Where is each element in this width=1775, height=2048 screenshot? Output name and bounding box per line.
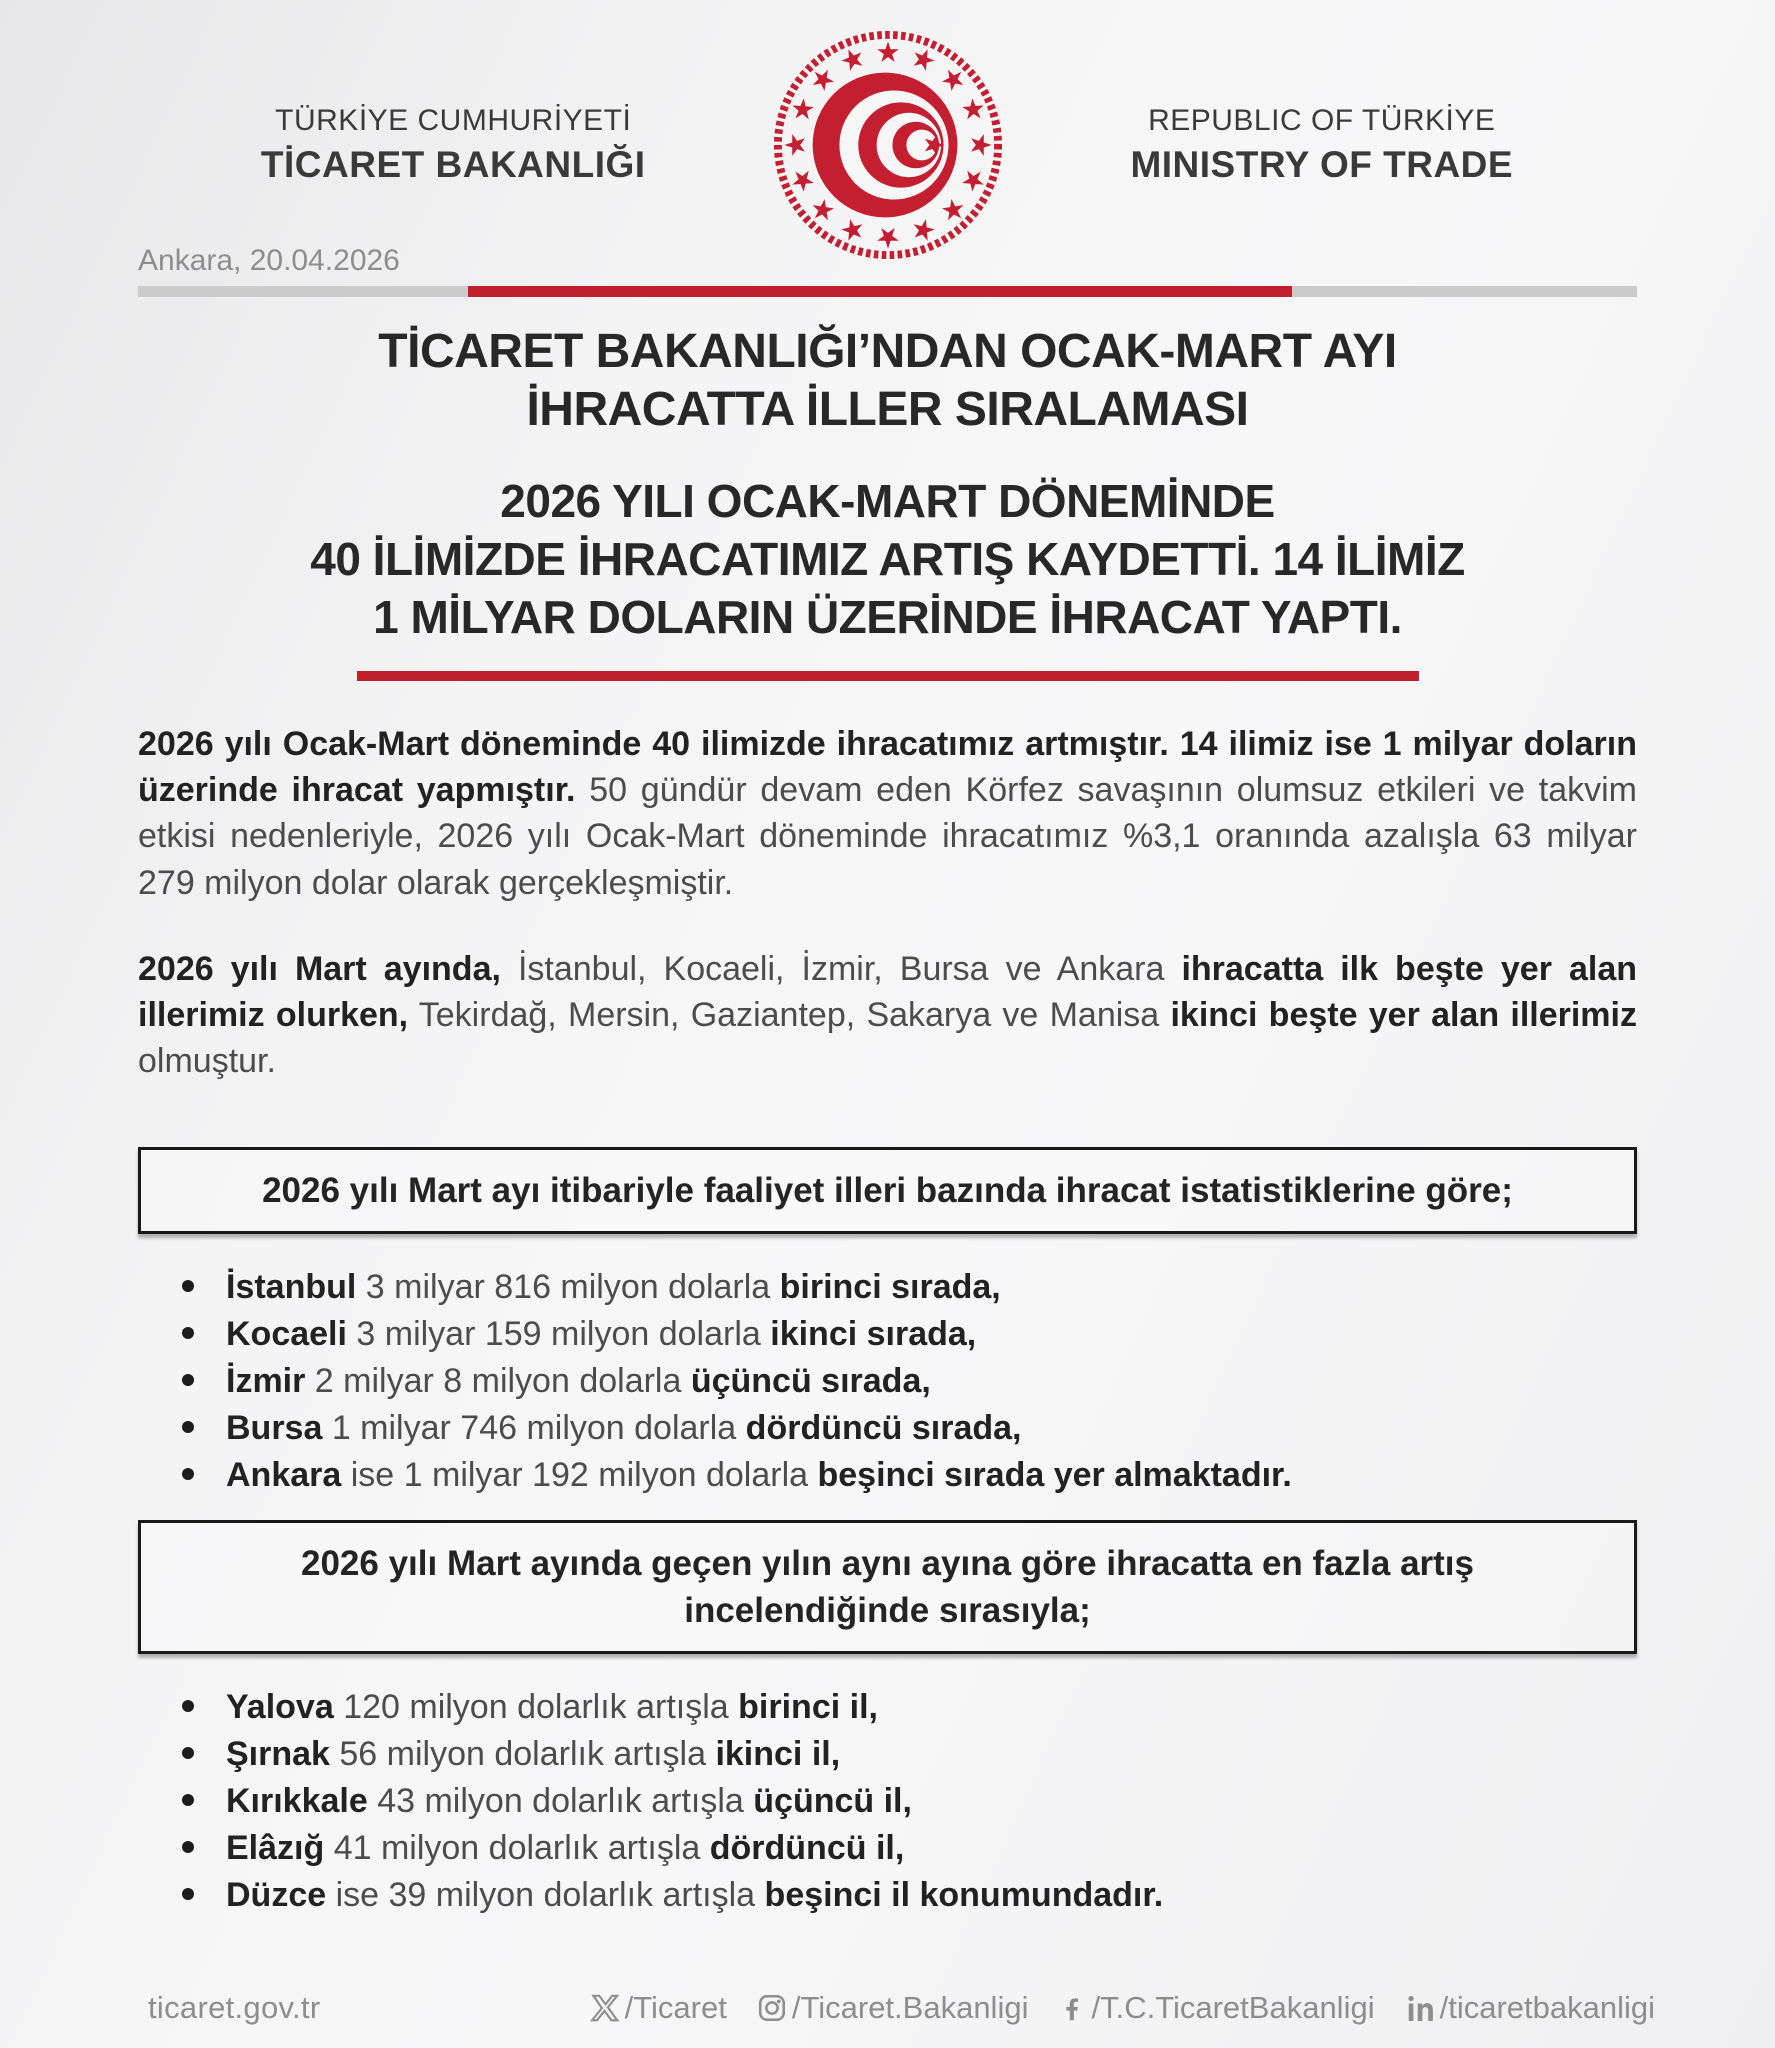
linkedin-icon xyxy=(1405,1993,1435,2023)
page-subtitle-line2: 40 İLİMİZDE İHRACATIMIZ ARTIŞ KAYDETTİ. 14 İLİMİZ xyxy=(310,533,1465,586)
header-divider xyxy=(138,286,1637,297)
ministry-of-trade-logo-icon xyxy=(769,26,1007,264)
list-item: Ankara ise 1 milyar 192 milyon dolarla beşinci sırada yer almaktadır. xyxy=(182,1458,1637,1492)
list-item: Kocaeli 3 milyar 159 milyon dolarla ikinci sırada, xyxy=(182,1317,1637,1351)
list-item: Bursa 1 milyar 746 milyon dolarla dördüncü sırada, xyxy=(182,1411,1637,1445)
social-handle: /Ticaret.Bakanligi xyxy=(791,1990,1029,2025)
social-link-linkedin[interactable] xyxy=(1405,1990,1655,2026)
page-title-line1: TİCARET BAKANLIĞI’NDAN OCAK-MART AYI xyxy=(378,325,1397,378)
social-link-facebook[interactable] xyxy=(1058,1990,1374,2026)
social-link-instagram[interactable] xyxy=(757,1990,1029,2026)
header-right-title xyxy=(1007,102,1638,188)
social-link-x[interactable] xyxy=(590,1990,727,2026)
list-item: İzmir 2 milyar 8 milyon dolarla üçüncü sırada, xyxy=(182,1364,1637,1398)
list-item: Yalova 120 milyon dolarlık artışla birinci il, xyxy=(182,1690,1637,1724)
list-item: İstanbul 3 milyar 816 milyon dolarla birinci sırada, xyxy=(182,1270,1637,1304)
x-icon xyxy=(590,1993,620,2023)
dateline: Ankara, 20.04.2026 xyxy=(138,244,400,277)
ministry-name-tr: TİCARET BAKANLIĞI xyxy=(260,143,646,185)
social-handle: /ticaretbakanligi xyxy=(1439,1990,1655,2025)
section-heading-box-2 xyxy=(138,1520,1637,1655)
country-name-tr: TÜRKİYE CUMHURİYETİ xyxy=(275,104,632,138)
crescents-and-star xyxy=(812,73,957,218)
body-paragraph-1: 2026 yılı Ocak-Mart döneminde 40 ilimizde ihracatımız artmıştır. 14 ilimiz ise 1 milyar doların üzerinde ihracat yapmıştır. 50 gündür devam eden Körfez savaşının olumsuz etkileri ve takvim etkisi nedenleriyle, 2026 yılı Ocak-Mart döneminde ihracatımız %3,1 oranında azalışla 63 milyar 279 milyon dolar olarak gerçekleşmiştir. xyxy=(138,725,1638,902)
social-handle: /T.C.TicaretBakanligi xyxy=(1091,1990,1375,2025)
body-paragraph-2: 2026 yılı Mart ayında, İstanbul, Kocaeli, İzmir, Bursa ve Ankara ihracatta ilk beşte yer alan illerimiz olurken, Tekirdağ, Mersin, Gaziantep, Sakarya ve Manisa ikinci beşte yer alan illerimiz olmuştur. xyxy=(138,949,1638,1081)
instagram-icon xyxy=(757,1993,787,2023)
social-handle: /Ticaret xyxy=(624,1990,727,2025)
section-heading-2: 2026 yılı Mart ayında geçen yılın aynı ayına göre ihracatta en fazla artış incelendiğinde sırasıyla; xyxy=(301,1543,1474,1631)
section-heading-1: 2026 yılı Mart ayı itibariyle faaliyet illeri bazında ihracat istatistiklerine göre; xyxy=(262,1170,1513,1210)
country-name-en: REPUBLIC OF TÜRKİYE xyxy=(1148,104,1496,138)
website-link[interactable]: ticaret.gov.tr xyxy=(148,1990,321,2025)
section-heading-box-1 xyxy=(138,1147,1637,1234)
page-title-line2: İHRACATTA İLLER SIRALAMASI xyxy=(526,383,1249,437)
list-item: Kırıkkale 43 milyon dolarlık artışla üçüncü il, xyxy=(182,1784,1637,1818)
ministry-name-en: MINISTRY OF TRADE xyxy=(1130,143,1514,185)
page-title xyxy=(138,323,1637,439)
facebook-icon xyxy=(1058,1993,1086,2023)
list-item: Elâzığ 41 milyon dolarlık artışla dördüncü il, xyxy=(182,1831,1637,1865)
subtitle-underline xyxy=(357,671,1419,681)
list-item: Düzce ise 39 milyon dolarlık artışla beşinci il konumundadır. xyxy=(182,1878,1637,1912)
bullet-list-1 xyxy=(138,1267,1637,1494)
page-subtitle xyxy=(138,473,1637,647)
footer xyxy=(148,1990,1655,2026)
page-subtitle-line3: 1 MİLYAR DOLARIN ÜZERİNDE İHRACAT YAPTI. xyxy=(373,591,1402,644)
page-subtitle-line1: 2026 YILI OCAK-MART DÖNEMİNDE xyxy=(500,475,1275,528)
bullet-list-2 xyxy=(138,1688,1637,1915)
social-links xyxy=(590,1990,1655,2026)
list-item: Şırnak 56 milyon dolarlık artışla ikinci il, xyxy=(182,1737,1637,1771)
header-left-title xyxy=(138,102,769,188)
header xyxy=(138,0,1637,264)
